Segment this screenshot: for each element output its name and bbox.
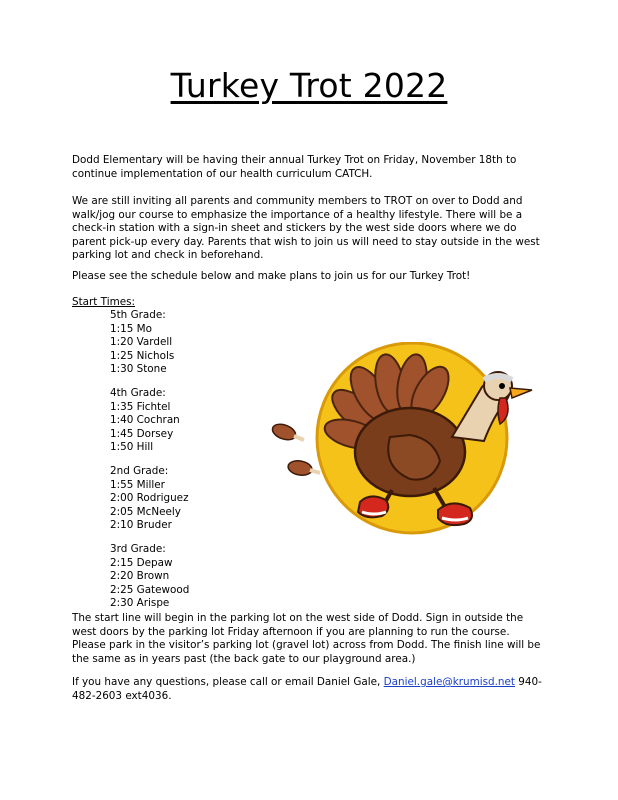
schedule-entry: 2:30 Arispe bbox=[110, 597, 170, 610]
running-turkey-icon bbox=[262, 342, 552, 542]
grade-label: 3rd Grade: bbox=[110, 542, 166, 555]
schedule-entry: 1:40 Cochran bbox=[110, 414, 180, 427]
schedule-group-4th bbox=[110, 387, 189, 455]
schedule-entry: 1:45 Dorsey bbox=[110, 427, 174, 440]
intro-paragraph: Dodd Elementary will be having their annual Turkey Trot on Friday, November 18th to continue implementation of our health curriculum CATCH. bbox=[72, 154, 517, 180]
grade-label: 5th Grade: bbox=[110, 309, 166, 321]
contact-text: If you have any questions, please call or email Daniel Gale, bbox=[72, 676, 384, 688]
schedule-entry: 1:15 Mo bbox=[110, 322, 152, 335]
grade-label: 2nd Grade: bbox=[110, 464, 169, 477]
schedule-group-2nd bbox=[110, 465, 189, 533]
page-title: Turkey Trot 2022 bbox=[170, 66, 448, 105]
shoe-right bbox=[438, 503, 472, 525]
schedule-intro-paragraph: Please see the schedule below and make plans to join us for our Turkey Trot! bbox=[72, 270, 471, 282]
phone-text: 940-482-2603 ext4036. bbox=[72, 676, 542, 702]
schedule-entry: 2:05 McNeely bbox=[110, 505, 181, 518]
schedule-entry: 2:10 Bruder bbox=[110, 519, 172, 532]
start-line-paragraph: The start line will begin in the parking lot on the west side of Dodd. Sign in outside the west doors by the parking lot Friday afternoon if you are planning to run the course. Please park in the visitor’s parking lot (gravel lot) across from Dodd. The finish line will be the same as in years past (the back gate to our playground area.) bbox=[72, 612, 541, 665]
invitation-paragraph: We are still inviting all parents and community members to TROT on over to Dodd and walk/jog our course to emphasize the importance of a healthy lifestyle. There will be a check-in station with a sign-in sheet and stickers by the west side doors where we do parent pick-up every day. Parents that wish to join us will need to stay outside in the west parking lot and check in beforehand. bbox=[72, 195, 540, 262]
schedule-entry: 2:20 Brown bbox=[110, 570, 170, 583]
email-link[interactable]: Daniel.gale@krumisd.net bbox=[383, 676, 515, 688]
schedule-entry: 2:15 Depaw bbox=[110, 556, 173, 569]
schedule-entry: 1:35 Fichtel bbox=[110, 400, 171, 413]
schedule-entry: 1:50 Hill bbox=[110, 441, 154, 454]
start-times-heading: Start Times: bbox=[72, 296, 136, 308]
shoe-left bbox=[358, 496, 388, 517]
turkey-beak bbox=[510, 388, 532, 398]
schedule-list bbox=[110, 309, 189, 621]
grade-label: 4th Grade: bbox=[110, 386, 166, 399]
contact-paragraph bbox=[72, 676, 546, 703]
schedule-entry: 2:00 Rodriguez bbox=[110, 492, 189, 505]
schedule-group-5th bbox=[110, 309, 189, 377]
drumstick-icon bbox=[270, 421, 320, 477]
schedule-entry: 1:30 Stone bbox=[110, 363, 167, 376]
schedule-entry: 1:25 Nichols bbox=[110, 349, 175, 362]
schedule-group-3rd bbox=[110, 543, 189, 611]
turkey-eye bbox=[499, 383, 505, 389]
schedule-entry: 1:55 Miller bbox=[110, 478, 165, 491]
schedule-entry: 2:25 Gatewood bbox=[110, 583, 190, 596]
schedule-entry: 1:20 Vardell bbox=[110, 336, 173, 349]
